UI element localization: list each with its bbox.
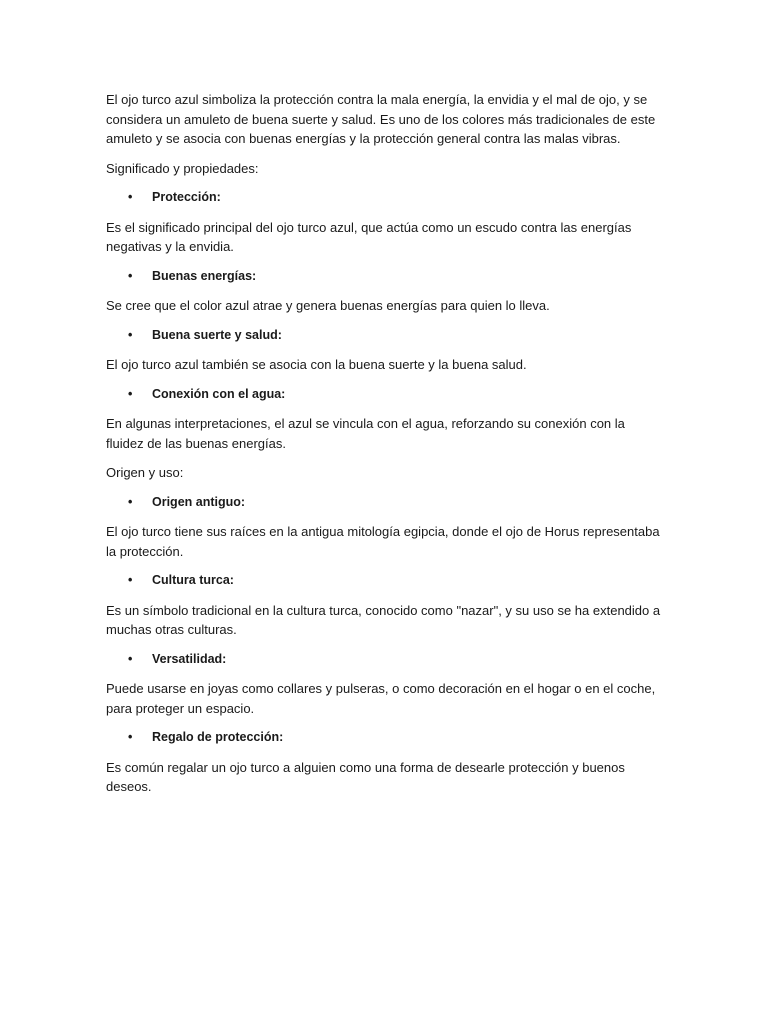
bullet-dot-icon: •	[128, 268, 133, 283]
bullet-dot-icon: •	[128, 651, 133, 666]
bullet-title: Versatilidad:	[152, 651, 227, 666]
bullet-title: Cultura turca:	[152, 573, 234, 587]
bullet-title: Buenas energías:	[152, 268, 257, 283]
section-heading-origen: Origen y uso:	[106, 465, 184, 480]
bullet-item-regalo-proteccion	[106, 728, 662, 748]
bullet-item-proteccion	[106, 188, 662, 208]
bullet-description: Puede usarse en joyas como collares y pulseras, o como decoración en el hogar o en el coche, para proteger un espacio.	[106, 681, 656, 716]
bullet-dot-icon: •	[128, 386, 133, 401]
bullet-description: El ojo turco tiene sus raíces en la antigua mitología egipcia, donde el ojo de Horus representaba la protección.	[106, 524, 660, 559]
bullet-dot-icon: •	[128, 327, 133, 342]
bullet-title: Buena suerte y salud:	[152, 327, 282, 342]
section-heading-significado: Significado y propiedades:	[106, 160, 259, 176]
bullet-item-versatilidad	[106, 650, 662, 670]
bullet-item-origen-antiguo	[106, 493, 662, 513]
bullet-item-buena-suerte	[106, 326, 662, 346]
bullet-description: El ojo turco azul también se asocia con la buena suerte y la buena salud.	[106, 357, 527, 372]
bullet-description: Es común regalar un ojo turco a alguien como una forma de desearle protección y buenos deseos.	[106, 759, 625, 794]
bullet-dot-icon: •	[128, 730, 133, 744]
bullet-description: Es un símbolo tradicional en la cultura turca, conocido como "nazar", y su uso se ha extendido a muchas otras culturas.	[106, 602, 661, 637]
bullet-item-buenas-energias	[106, 267, 662, 287]
bullet-description: En algunas interpretaciones, el azul se vincula con el agua, reforzando su conexión con la fluidez de las buenas energías.	[106, 416, 625, 451]
bullet-item-cultura-turca	[106, 571, 662, 591]
bullet-title: Protección:	[152, 190, 221, 204]
bullet-description: Se cree que el color azul atrae y genera buenas energías para quien lo lleva.	[106, 298, 550, 313]
bullet-dot-icon: •	[128, 573, 133, 587]
bullet-title: Regalo de protección:	[152, 730, 284, 744]
bullet-title: Conexión con el agua:	[152, 386, 286, 401]
bullet-title: Origen antiguo:	[152, 494, 246, 509]
bullet-dot-icon: •	[128, 190, 133, 204]
bullet-item-conexion-agua	[106, 385, 662, 405]
bullet-description: Es el significado principal del ojo turco azul, que actúa como un escudo contra las energías negativas y la envidia.	[106, 219, 632, 254]
intro-paragraph: El ojo turco azul simboliza la protección contra la mala energía, la envidia y el mal de ojo, y se considera un amuleto de buena suerte y salud. Es uno de los colores más tradicionales de este amuleto y se asocia con buenas energías y la protección general contra las malas vibras.	[106, 92, 656, 146]
bullet-dot-icon: •	[128, 494, 133, 509]
